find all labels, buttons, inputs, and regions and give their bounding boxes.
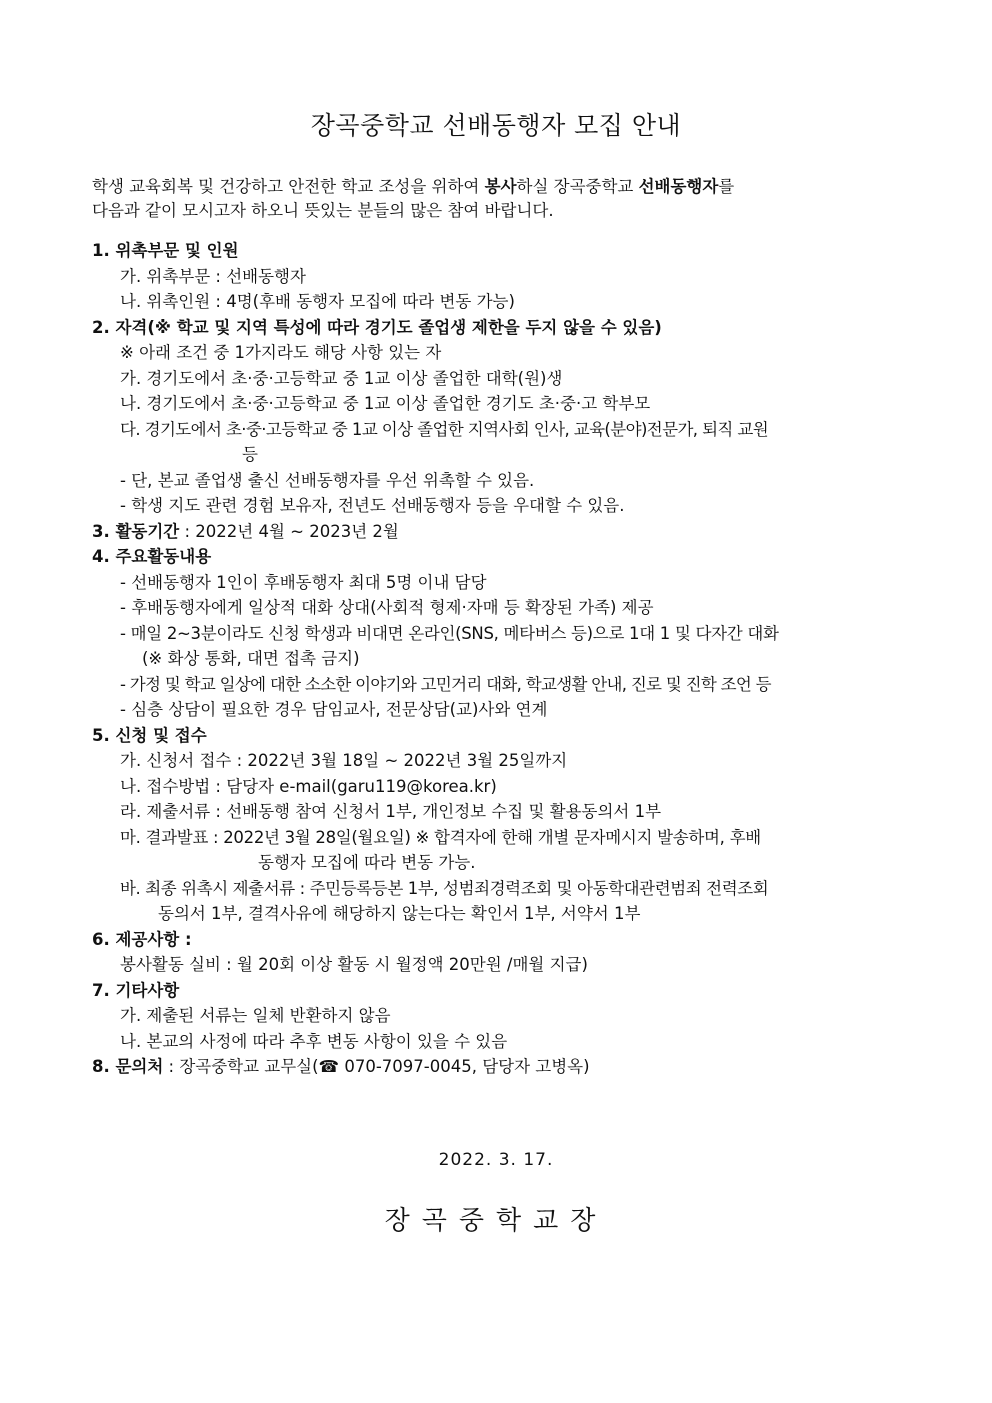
document-signer: 장곡중학교장	[384, 1206, 608, 1236]
section-5-item-ma-continued: 동행자 모집에 따라 변동 가능.	[258, 853, 476, 872]
section-5-item-ra: 라. 제출서류 : 선배동행 참여 신청서 1부, 개인정보 수집 및 활용동의서 1부	[120, 802, 662, 821]
section-7-item-ga: 가. 제출된 서류는 일체 반환하지 않음	[120, 1006, 391, 1025]
intro-paragraph	[92, 175, 902, 223]
document-title: 장곡중학교 선배동행자 모집 안내	[310, 111, 682, 140]
intro-text: 하실 장곡중학교	[516, 177, 639, 196]
section-3-value: : 2022년 4월 ~ 2023년 2월	[179, 521, 399, 541]
section-2-item-ga: 가. 경기도에서 초·중·고등학교 중 1교 이상 졸업한 대학(원)생	[120, 368, 563, 388]
section-8-contact	[92, 1054, 900, 1080]
section-5-item-ba-continued: 동의서 1부, 결격사유에 해당하지 않는다는 확인서 1부, 서약서 1부	[158, 904, 641, 923]
section-3-period	[92, 519, 900, 545]
section-8-value: : 장곡중학교 교무실(☎ 070-7097-0045, 담당자 고병옥)	[163, 1057, 590, 1076]
section-2-dash-2: - 학생 지도 관련 경험 보유자, 전년도 선배동행자 등을 우대할 수 있음.	[120, 496, 625, 515]
section-4-heading: 4. 주요활동내용	[92, 547, 212, 566]
section-4-dash-4: - 가정 및 학교 일상에 대한 소소한 이야기와 고민거리 대화, 학교생활 안내, 진로 및 진학 조언 등	[120, 674, 771, 694]
section-1-item-ga: 가. 위촉부문 : 선배동행자	[120, 266, 306, 286]
section-4-dash-5: - 심층 상담이 필요한 경우 담임교사, 전문상담(교)사와 연계	[120, 700, 548, 719]
section-2-note: ※ 아래 조건 중 1가지라도 해당 사항 있는 자	[120, 343, 442, 362]
section-6-item: 봉사활동 실비 : 월 20회 이상 활동 시 월정액 20만원 /매월 지급)	[120, 955, 588, 974]
section-5-heading: 5. 신청 및 접수	[92, 725, 207, 745]
section-4-dash-2: - 후배동행자에게 일상적 대화 상대(사회적 형제·자매 등 확장된 가족) 제공	[120, 598, 654, 617]
section-8-heading: 8. 문의처	[92, 1057, 164, 1076]
section-4-dash-1: - 선배동행자 1인이 후배동행자 최대 5명 이내 담당	[120, 572, 487, 592]
intro-text: 학생 교육회복 및 건강하고 안전한 학교 조성을 위하여	[92, 177, 485, 196]
intro-line-1	[92, 175, 902, 199]
section-7-item-na: 나. 본교의 사정에 따라 추후 변동 사항이 있을 수 있음	[120, 1031, 508, 1051]
section-1-heading: 1. 위촉부문 및 인원	[92, 241, 239, 260]
section-3-heading: 3. 활동기간	[92, 521, 180, 541]
section-2-item-da-continued: 등	[242, 445, 258, 464]
section-4-dash-3-continued: (※ 화상 통화, 대면 접촉 금지)	[142, 649, 360, 668]
intro-line-2: 다음과 같이 모시고자 하오니 뜻있는 분들의 많은 참여 바랍니다.	[92, 201, 554, 220]
section-1-item-na: 나. 위촉인원 : 4명(후배 동행자 모집에 따라 변동 가능)	[120, 292, 515, 311]
document-body	[92, 238, 900, 1080]
section-2-dash-1: - 단, 본교 졸업생 출신 선배동행자를 우선 위촉할 수 있음.	[120, 470, 535, 490]
section-5-item-ga: 가. 신청서 접수 : 2022년 3월 18일 ~ 2022년 3월 25일까지	[120, 751, 568, 770]
section-5-item-na: 나. 접수방법 : 담당자 e-mail(garu119@korea.kr)	[120, 776, 497, 796]
section-2-item-da: 다. 경기도에서 초·중·고등학교 중 1교 이상 졸업한 지역사회 인사, 교육(분야)전문가, 퇴직 교원	[120, 419, 769, 439]
section-7-heading: 7. 기타사항	[92, 980, 180, 1000]
document-date: 2022. 3. 17.	[438, 1150, 554, 1170]
section-2-heading: 2. 자격(※ 학교 및 지역 특성에 따라 경기도 졸업생 제한을 두지 않을 수 있음)	[92, 317, 662, 337]
intro-text: 를	[718, 177, 735, 196]
intro-emphasis: 봉사	[484, 177, 517, 196]
section-4-dash-3: - 매일 2~3분이라도 신청 학생과 비대면 온라인(SNS, 메타버스 등)으로 1대 1 및 다자간 대화	[120, 623, 779, 643]
section-6-heading: 6. 제공사항 :	[92, 929, 192, 949]
intro-emphasis: 선배동행자	[638, 177, 719, 196]
section-2-item-na: 나. 경기도에서 초·중·고등학교 중 1교 이상 졸업한 경기도 초·중·고 학부모	[120, 394, 651, 413]
section-5-item-ma: 마. 결과발표 : 2022년 3월 28일(월요일) ※ 합격자에 한해 개별 문자메시지 발송하며, 후배	[120, 827, 761, 847]
section-5-item-ba: 바. 최종 위촉시 제출서류 : 주민등록등본 1부, 성범죄경력조회 및 아동학대관련범죄 전력조회	[120, 878, 769, 898]
